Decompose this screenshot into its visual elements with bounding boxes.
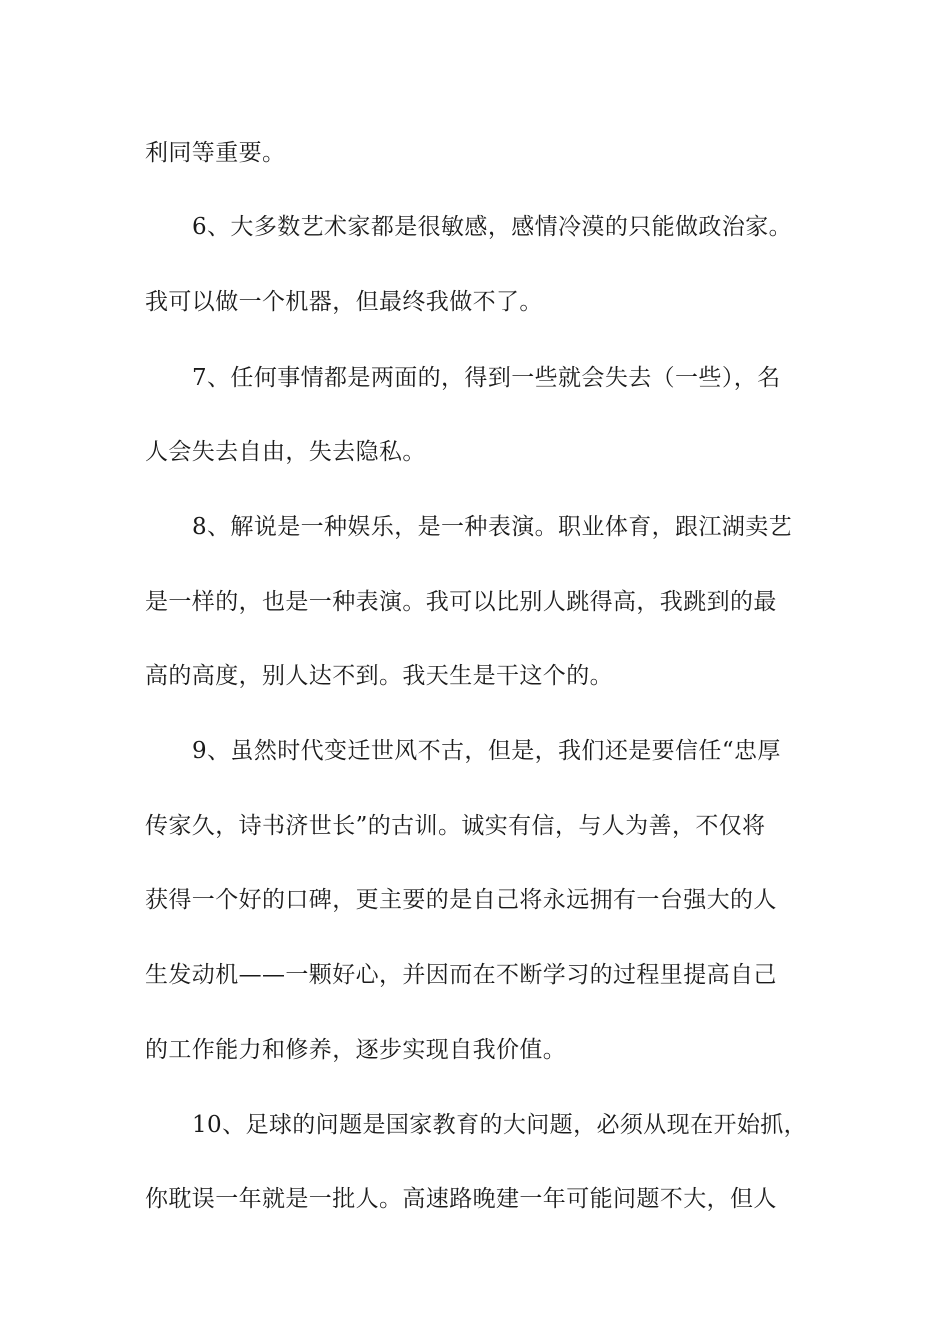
text-line: 8、解说是一种娱乐，是一种表演。职业体育，跟江湖卖艺 <box>192 514 793 540</box>
text-line: 利同等重要。 <box>145 140 286 166</box>
text-line: 高的高度，别人达不到。我天生是干这个的。 <box>145 663 613 689</box>
text-line: 6、大多数艺术家都是很敏感，感情冷漠的只能做政治家。 <box>192 214 793 240</box>
text-line: 的工作能力和修养，逐步实现自我价值。 <box>145 1037 567 1063</box>
text-line: 我可以做一个机器，但最终我做不了。 <box>145 289 543 315</box>
text-line: 7、任何事情都是两面的，得到一些就会失去（一些），名 <box>192 365 781 391</box>
text-line: 获得一个好的口碑，更主要的是自己将永远拥有一台强大的人 <box>145 887 777 913</box>
text-line: 是一样的，也是一种表演。我可以比别人跳得高，我跳到的最 <box>145 589 777 615</box>
text-line: 你耽误一年就是一批人。高速路晚建一年可能问题不大，但人 <box>145 1186 777 1212</box>
text-line: 生发动机——一颗好心，并因而在不断学习的过程里提高自己 <box>145 962 777 988</box>
text-line: 10、足球的问题是国家教育的大问题，必须从现在开始抓， <box>192 1112 808 1138</box>
text-line: 传家久，诗书济世长”的古训。诚实有信，与人为善，不仅将 <box>145 813 766 839</box>
text-line: 9、虽然时代变迁世风不古，但是，我们还是要信任“忠厚 <box>192 738 781 764</box>
text-line: 人会失去自由，失去隐私。 <box>145 439 426 465</box>
